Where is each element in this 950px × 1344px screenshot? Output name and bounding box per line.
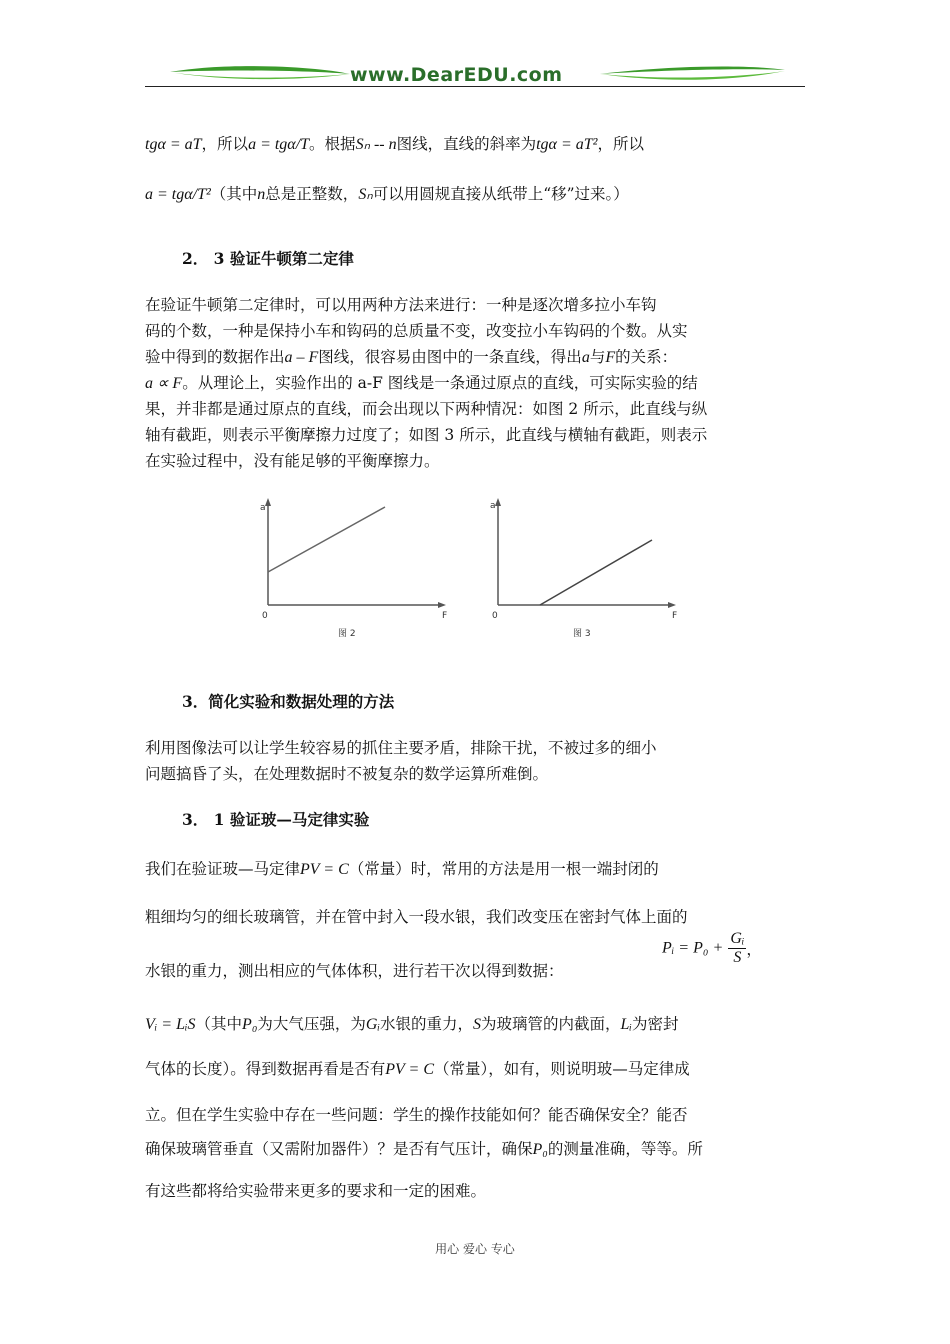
text: （其中 xyxy=(195,1015,243,1033)
fig2-line xyxy=(268,507,385,572)
text: ， xyxy=(746,940,762,959)
text: 为玻璃管的内截面， xyxy=(481,1015,621,1033)
text: （其中 xyxy=(210,185,258,203)
eq-pi xyxy=(662,930,762,967)
text: 我们在验证玻—马定律 xyxy=(145,860,301,878)
text: 水银的重力， xyxy=(380,1015,474,1033)
eq-pi-denominator: S xyxy=(733,949,742,966)
text: 。从理论上，实验作出的 a-F 图线是一条通过原点的直线，可实际实验的结 xyxy=(182,374,698,392)
var-s: S xyxy=(473,1016,482,1033)
text: 图线，直线的斜率为 xyxy=(396,135,537,153)
eq-tga-aT: tgα = aT xyxy=(145,136,202,153)
fig3-origin: 0 xyxy=(492,611,498,621)
text: 总是正整数， xyxy=(265,185,359,203)
header-rule xyxy=(145,86,805,87)
eq-pv-c: PV = C xyxy=(300,861,349,878)
para5-line1 xyxy=(145,856,810,883)
para3-line7: 在实验过程中，没有能足够的平衡摩擦力。 xyxy=(145,452,440,470)
para4-line1: 利用图像法可以让学生较容易的抓住主要矛盾，排除干扰，不被过多的细小 xyxy=(145,739,657,757)
figure-3 xyxy=(490,498,677,639)
fig2-origin: 0 xyxy=(262,611,268,621)
var-sn: Sₙ xyxy=(358,186,373,203)
eq-pi-fraction xyxy=(728,930,746,967)
para5-line8: 有这些都将给实验带来更多的要求和一定的困难。 xyxy=(145,1182,487,1200)
text: 。根据 xyxy=(309,135,356,153)
eq-pi-left: Pᵢ = P₀ + xyxy=(662,939,724,957)
para3-line2: 码的个数，一种是保持小车和钩码的总质量不变，改变拉小车钩码的个数。从实 xyxy=(145,322,688,340)
para5-line5 xyxy=(145,1056,810,1083)
page-header xyxy=(145,58,805,90)
var-n: n xyxy=(257,186,266,203)
eq-pv-c-2: PV = C xyxy=(385,1061,434,1078)
var-F: F xyxy=(605,349,616,366)
text: 的测量准确，等等。所 xyxy=(547,1140,703,1158)
page-footer: 用心 爱心 专心 xyxy=(435,1242,515,1256)
var-li: Lᵢ xyxy=(620,1016,632,1033)
text: 为大气压强，为 xyxy=(257,1015,366,1033)
site-logo-text[interactable]: www.DearEDU.com xyxy=(350,64,563,86)
text: 验中得到的数据作出 xyxy=(145,348,285,366)
text: 可以用圆规直接从纸带上“移”过来。） xyxy=(372,185,629,203)
para1-line xyxy=(145,131,810,158)
text: ，所以 xyxy=(201,135,249,153)
para5-line4 xyxy=(145,1011,810,1038)
fig2-y-label: a xyxy=(260,503,266,513)
fig2-y-arrow xyxy=(265,498,271,506)
para5-line7 xyxy=(145,1136,810,1163)
fig2-x-arrow xyxy=(438,602,446,608)
para4-line2: 问题搞昏了头，在处理数据时不被复杂的数学运算所难倒。 xyxy=(145,765,549,783)
para3-line6: 轴有截距，则表示平衡摩擦力过度了；如图 3 所示，此直线与横轴有截距，则表示 xyxy=(145,426,708,444)
text: 的关系： xyxy=(615,348,678,366)
var-p0-2: P₀ xyxy=(532,1141,548,1158)
eq-a-tga-T: a = tgα/T xyxy=(248,136,310,153)
text: （常量），如有，则说明玻—马定律成 xyxy=(434,1060,690,1078)
fig3-line xyxy=(540,540,652,605)
text: 确保玻璃管垂直（又需附加器件）？是否有气压计，确保 xyxy=(145,1140,533,1158)
var-p0: P₀ xyxy=(242,1016,258,1033)
section-2-3-title: 2． 3 验证牛顿第二定律 xyxy=(182,249,354,268)
eq-sn-n: Sₙ -- n xyxy=(355,136,397,153)
text: 气体的长度）。得到数据再看是否有 xyxy=(145,1060,386,1078)
text: （常量）时，常用的方法是用一根一端封闭的 xyxy=(348,860,659,878)
section-3-title: 3．简化实验和数据处理的方法 xyxy=(182,692,395,711)
fig3-x-label: F xyxy=(672,611,678,621)
figure-2 xyxy=(260,498,447,639)
fig2-caption: 图 2 xyxy=(338,629,356,639)
fig2-x-label: F xyxy=(442,611,448,621)
eq-a-prop-F: a ∝ F xyxy=(145,375,183,392)
fig3-caption: 图 3 xyxy=(573,629,591,639)
para3-line3 xyxy=(145,344,810,371)
text: 图线，很容易由图中的一条直线，得出 xyxy=(318,348,582,366)
eq-a-tga-T2: a = tgα/T² xyxy=(145,186,211,203)
eq-tga-aT2: tgα = aT² xyxy=(536,136,598,153)
figures-2-3 xyxy=(240,490,700,660)
para2-line xyxy=(145,181,810,208)
fig3-x-arrow xyxy=(668,602,676,608)
text: 为密封 xyxy=(631,1015,679,1033)
section-3-1-title: 3． 1 验证玻—马定律实验 xyxy=(182,810,370,829)
eq-pi-numerator: Gᵢ xyxy=(730,930,745,947)
para5-line6: 立。但在学生实验中存在一些问题：学生的操作技能如何？能否确保安全？能否 xyxy=(145,1106,688,1124)
para5-line2: 粗细均匀的细长玻璃管，并在管中封入一段水银，我们改变压在密封气体上面的 xyxy=(145,908,688,926)
text: 水银的重力，测出相应的气体体积，进行若干次以得到数据： xyxy=(145,962,564,980)
var-gi: Gᵢ xyxy=(365,1016,380,1033)
eq-a-F: a – F xyxy=(284,349,319,366)
para3-line5: 果，并非都是通过原点的直线，而会出现以下两种情况：如图 2 所示，此直线与纵 xyxy=(145,400,708,418)
text: ，所以 xyxy=(597,135,644,153)
fig3-y-arrow xyxy=(495,498,501,506)
var-a: a xyxy=(581,349,590,366)
fig3-y-label: a xyxy=(490,501,496,511)
para3-line1: 在验证牛顿第二定律时，可以用两种方法来进行：一种是逐次增多拉小车钩 xyxy=(145,296,657,314)
text: 与 xyxy=(589,348,606,366)
eq-vi: Vᵢ = LᵢS xyxy=(145,1016,196,1033)
para3-line4 xyxy=(145,370,810,397)
